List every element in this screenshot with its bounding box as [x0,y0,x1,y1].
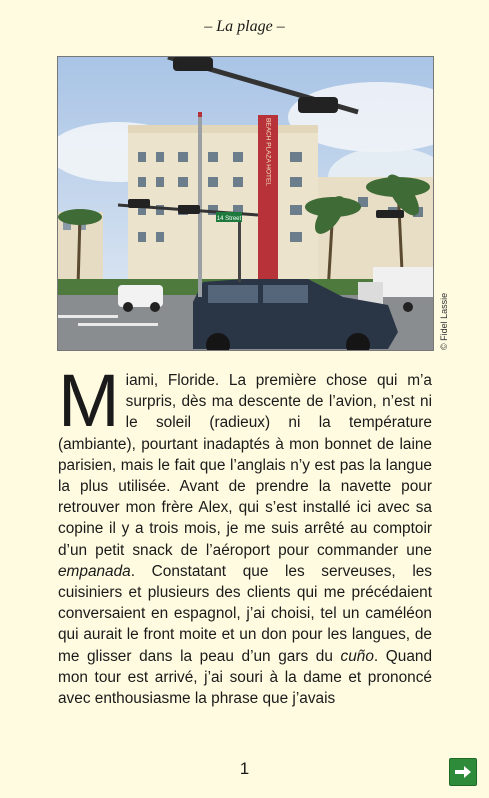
beach-plaza-hotel-photo [57,56,434,351]
next-page-button[interactable] [449,758,477,786]
text-segment: . Quand mon tour est arrivé, j’ai souri à la dame et prononcé avec enthousiasme la phrase que j’avais [58,647,433,708]
street-sign-text: 14 Street [216,216,242,222]
chapter-header: – La plage – [204,18,285,35]
body-text [58,359,433,709]
text-segment: iami, Floride. La première chose qui m’a surpris, dès ma descente de l’avion, n’est ni le soleil (radieux) ni la température (ambiante), pourtant inadaptés à mon bonnet de laine parisien, mais le fait que l’anglais n’y est pas la langue la plus utilisée. Avant de prendre la navette pour retrouver mon frère Alex, qui s’est installé ici avec sa copine il y a trois mois, je me suis arrêté au comptoir d’un petit snack de l’aéroport pour commander une [58,372,432,559]
page-number: 1 [239,759,250,778]
photo-credit: © Fidel Lassie [439,292,449,350]
hotel-sign-text: BEACH PLAZA HOTEL [264,118,272,186]
arrow-right-icon [454,765,472,779]
drop-cap: M [58,359,120,442]
italic-word-empanada: empanada [58,562,131,580]
text-segment: . Constatant que les serveuses, les cuisiniers et plusieurs des clients qui me précédaient conversaient en espagnol, j’ai choisi, tel un caméléon qui aurait le front moite et un don pour les langues, de me glisser dans la peau d’un gars du [58,562,432,665]
italic-word-cuno: cuño [340,647,374,665]
